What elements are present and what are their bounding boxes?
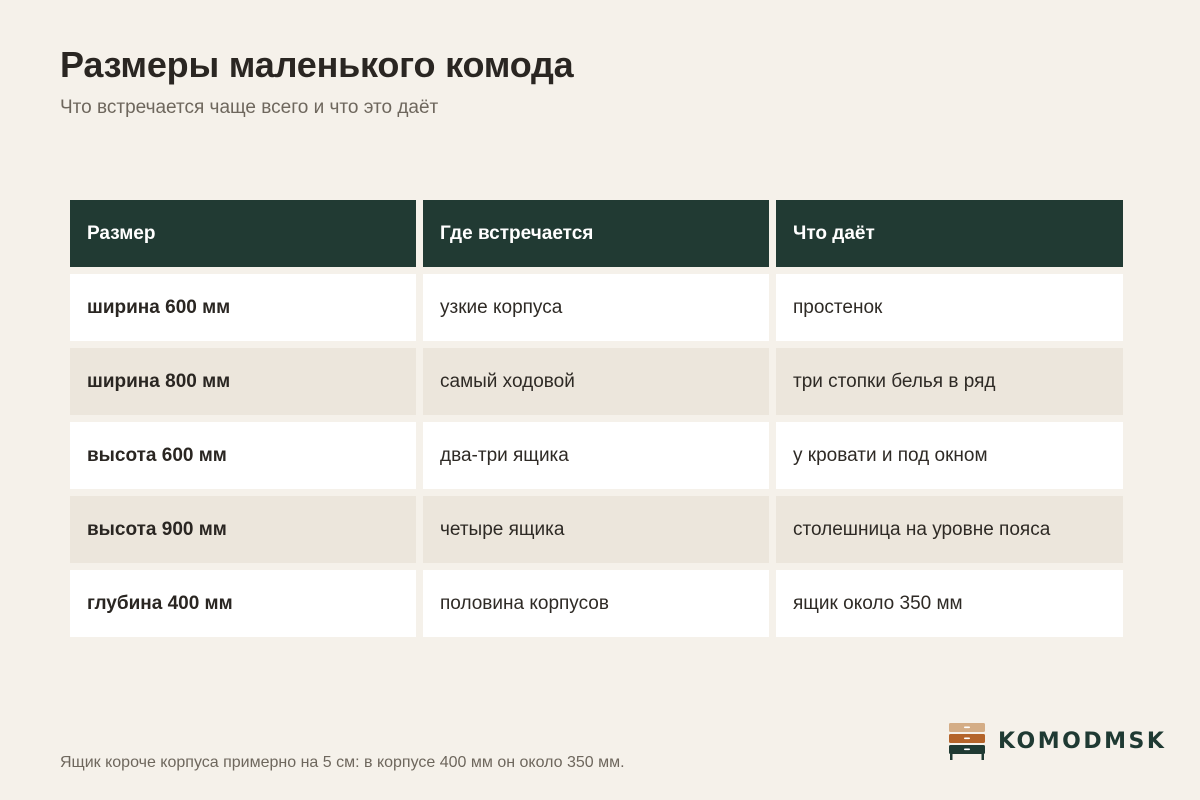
gives-cell: столешница на уровне пояса — [776, 496, 1123, 563]
size-cell: глубина 400 мм — [70, 570, 416, 637]
page-subtitle: Что встречается чаще всего и что это даёт — [60, 97, 439, 118]
gives-cell: у кровати и под окном — [776, 422, 1123, 489]
where-cell: самый ходовой — [423, 348, 769, 415]
brand-logo — [949, 722, 1166, 761]
gives-cell: простенок — [776, 274, 1123, 341]
where-cell: половина корпусов — [423, 570, 769, 637]
gives-cell: ящик около 350 мм — [776, 570, 1123, 637]
column-header-size: Размер — [70, 200, 416, 267]
column-header-gives: Что даёт — [776, 200, 1123, 267]
where-cell: четыре ящика — [423, 496, 769, 563]
dresser-icon — [949, 722, 986, 761]
where-cell: узкие корпуса — [423, 274, 769, 341]
page-title: Размеры маленького комода — [60, 44, 574, 85]
size-cell: высота 600 мм — [70, 422, 416, 489]
size-cell: высота 900 мм — [70, 496, 416, 563]
column-header-where: Где встречается — [423, 200, 769, 267]
gives-cell: три стопки белья в ряд — [776, 348, 1123, 415]
size-cell: ширина 800 мм — [70, 348, 416, 415]
footnote: Ящик короче корпуса примерно на 5 см: в корпусе 400 мм он около 350 мм. — [60, 754, 625, 771]
sizes-table — [70, 200, 1123, 637]
brand-name: KOMODMSK — [998, 729, 1167, 754]
size-cell: ширина 600 мм — [70, 274, 416, 341]
where-cell: два-три ящика — [423, 422, 769, 489]
